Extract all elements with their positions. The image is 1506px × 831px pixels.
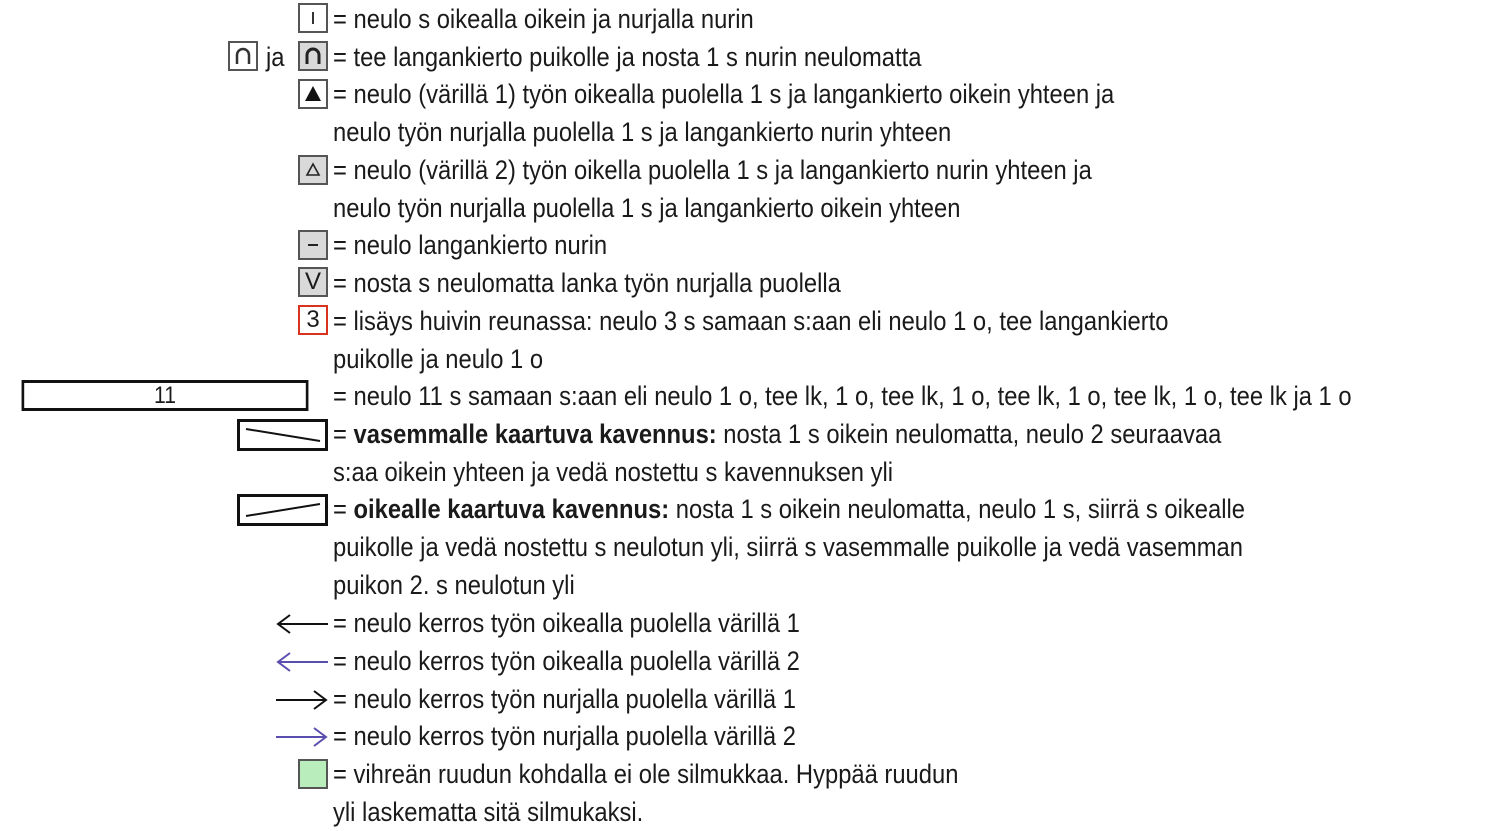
arrow-right-purple-icon — [274, 725, 330, 749]
legend-text-purl-yarn-over: = neulo langankierto nurin — [333, 230, 608, 260]
arrow-left-purple-icon — [274, 650, 330, 674]
legend-text-right-decrease-cont: puikolle ja vedä nostettu s neulotun yli, siirrä s vasemmalle puikolle ja vedä vasemman — [333, 532, 1243, 562]
legend-text-rs-color2: = neulo kerros työn oikealla puolella värillä 2 — [333, 646, 800, 676]
legend-text-increase-3: = lisäys huivin reunassa: neulo 3 s samaan s:aan eli neulo 1 o, tee langankierto — [333, 306, 1169, 336]
legend-text-color2-join: = neulo (värillä 2) työn oikella puolella 1 s ja langankierto nurin yhteen ja — [333, 155, 1092, 185]
legend-text-color1-join-cont: neulo työn nurjalla puolella 1 s ja langankierto nurin yhteen — [333, 117, 952, 147]
legend-text-increase-3-cont: puikolle ja neulo 1 o — [333, 344, 544, 374]
increase-11-symbol: 11 — [22, 380, 309, 411]
legend-text-knit-purl: = neulo s oikealla oikein ja nurjalla nurin — [333, 4, 754, 34]
slip-stitch-symbol: V — [298, 267, 328, 297]
legend-text-ws-color1: = neulo kerros työn nurjalla puolella värillä 1 — [333, 684, 796, 714]
legend-text-color1-join: = neulo (värillä 1) työn oikealla puolella 1 s ja langankierto oikein yhteen ja — [333, 79, 1115, 109]
legend-text-ws-color2: = neulo kerros työn nurjalla puolella värillä 2 — [333, 721, 796, 751]
right-decrease-title: oikealle kaartuva kavennus: — [353, 494, 670, 524]
legend-text-color2-join-cont: neulo työn nurjalla puolella 1 s ja langankierto oikein yhteen — [333, 193, 961, 223]
legend-text-right-decrease-cont2: puikon 2. s neulotun yli — [333, 570, 575, 600]
legend-text-left-decrease: = vasemmalle kaartuva kavennus: nosta 1 s oikein neulomatta, neulo 2 seuraavaa — [333, 419, 1222, 449]
yarn-over-slip-symbol-white — [228, 41, 258, 71]
arrow-left-black-icon — [274, 612, 330, 636]
legend-text-slip-stitch: = nosta s neulomatta lanka työn nurjalla puolella — [333, 268, 841, 298]
legend-text-right-decrease: = oikealle kaartuva kavennus: nosta 1 s oikein neulomatta, neulo 1 s, siirrä s oikealle — [333, 494, 1245, 524]
open-triangle-symbol — [298, 155, 328, 185]
right-decrease-symbol — [237, 494, 328, 526]
legend-text-no-stitch-cont: yli laskematta sitä silmukaksi. — [333, 797, 644, 827]
no-stitch-green-symbol — [298, 759, 328, 789]
yarn-over-slip-symbol-gray — [298, 41, 328, 71]
legend-text-yarn-over-slip: = tee langankierto puikolle ja nosta 1 s nurin neulomatta — [333, 42, 922, 72]
arrow-right-black-icon — [274, 688, 330, 712]
purl-yarn-over-symbol — [298, 230, 328, 260]
knit-purl-symbol — [298, 3, 328, 33]
connector-ja: ja — [266, 42, 285, 72]
left-decrease-symbol — [237, 419, 328, 451]
legend-text-increase-11: = neulo 11 s samaan s:aan eli neulo 1 o, tee lk, 1 o, tee lk, 1 o, tee lk, 1 o, tee lk, 1 o, tee lk ja 1 o — [333, 381, 1352, 411]
legend-text-left-decrease-cont: s:aa oikein yhteen ja vedä nostettu s kavennuksen yli — [333, 457, 894, 487]
increase-3-symbol: 3 — [298, 305, 328, 335]
filled-triangle-symbol — [298, 79, 328, 109]
legend-text-rs-color1: = neulo kerros työn oikealla puolella värillä 1 — [333, 608, 800, 638]
left-decrease-title: vasemmalle kaartuva kavennus: — [353, 419, 717, 449]
legend-text-no-stitch: = vihreän ruudun kohdalla ei ole silmukkaa. Hyppää ruudun — [333, 759, 959, 789]
